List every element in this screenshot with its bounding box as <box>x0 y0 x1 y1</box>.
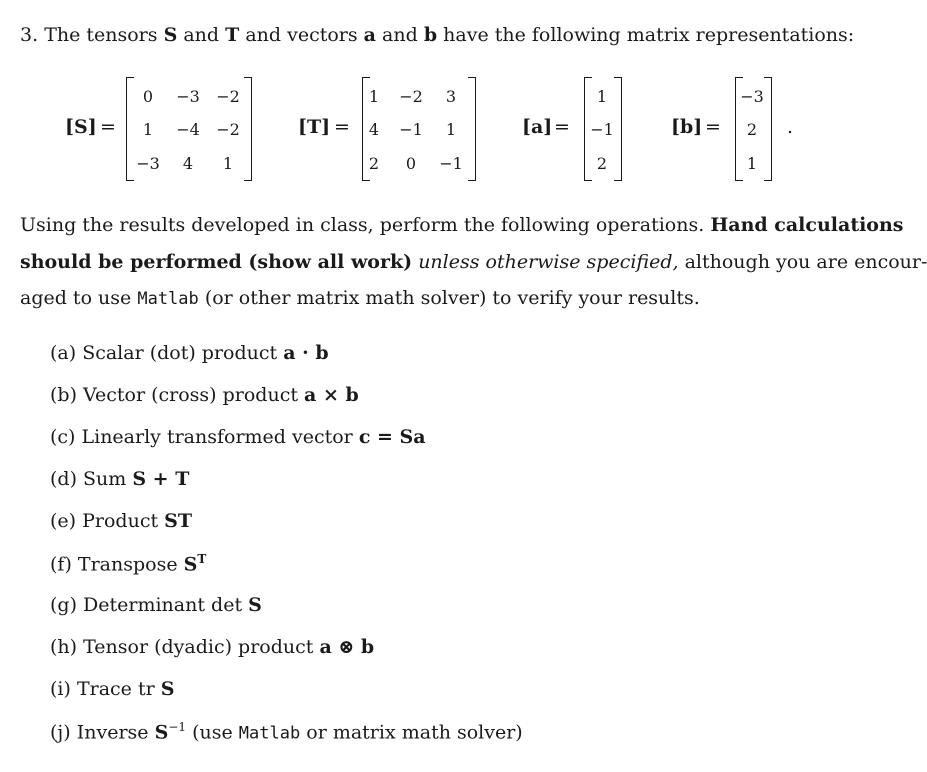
equals-sign: = <box>705 116 721 138</box>
item-label: (i) Trace tr <box>50 678 155 700</box>
matrix-cell: −4 <box>176 120 200 139</box>
item-label: (e) Product <box>50 510 159 532</box>
item-math: S <box>248 594 262 616</box>
matrix-cell: 1 <box>142 120 154 139</box>
item-label: (a) Scalar (dot) product <box>50 342 278 364</box>
matrix-cell: 1 <box>222 154 234 173</box>
matlab-code-text: Matlab <box>137 289 199 309</box>
matlab-code-text: Matlab <box>238 723 301 744</box>
end-period: . <box>787 116 794 138</box>
vector-b-symbol: b <box>423 24 438 46</box>
vector-cell: 1 <box>746 154 758 173</box>
item-note: (use <box>192 721 233 744</box>
instruction-line-2 <box>20 251 927 273</box>
right-bracket <box>244 77 252 181</box>
matrix-cell: 0 <box>405 154 417 173</box>
instruction-italic: unless otherwise specified, <box>418 251 679 273</box>
vector-cell: 2 <box>596 154 608 173</box>
right-bracket <box>468 77 476 181</box>
matrix-cell: 1 <box>445 120 457 139</box>
item-b <box>50 384 359 406</box>
vector-b-label: [b] <box>671 116 703 138</box>
vector-a-label: [a] <box>522 116 553 138</box>
instruction-text: aged to use <box>20 287 132 309</box>
item-g <box>50 594 262 616</box>
item-c <box>50 426 426 448</box>
item-i <box>50 678 174 700</box>
item-label: (f) Transpose <box>50 553 178 576</box>
equals-sign: = <box>100 116 116 138</box>
vector-cell: −3 <box>740 87 764 106</box>
intro-mid-text: and vectors <box>245 24 358 46</box>
item-d <box>50 468 189 490</box>
item-h <box>50 636 374 658</box>
item-math: a ⊗ b <box>319 636 375 658</box>
item-note: or matrix math solver) <box>306 721 523 744</box>
item-math: S <box>183 553 198 576</box>
item-f <box>50 552 206 575</box>
instruction-text: although you are encour- <box>684 251 927 273</box>
matrix-cell: 3 <box>445 87 457 106</box>
matrix-cell: 1 <box>368 87 380 106</box>
tensor-t-symbol: T <box>225 24 240 46</box>
problem-statement <box>20 24 854 46</box>
vector-a-symbol: a <box>363 24 376 46</box>
item-math: S + T <box>132 468 190 490</box>
superscript: T <box>197 552 207 566</box>
superscript: −1 <box>168 720 187 734</box>
item-math: a × b <box>304 384 359 406</box>
problem-number: 3. <box>20 24 39 46</box>
matrix-cell: −1 <box>399 120 423 139</box>
vector-cell: 2 <box>746 120 758 139</box>
intro-text: The tensors <box>44 24 158 46</box>
instruction-bold: should be performed (show all work) <box>20 251 413 273</box>
matrix-cell: −2 <box>399 87 423 106</box>
instruction-line-1 <box>20 214 904 236</box>
instruction-text: (or other matrix math solver) to verify your results. <box>204 287 700 309</box>
matrix-s-label: [S] <box>65 116 97 138</box>
item-label: (j) Inverse <box>50 721 149 744</box>
matrix-cell: 0 <box>142 87 154 106</box>
item-math: ST <box>164 510 193 532</box>
tensor-s-symbol: S <box>163 24 178 46</box>
intro-post-text: have the following matrix representations: <box>443 24 855 46</box>
instruction-bold: Hand calculations <box>710 214 904 236</box>
item-math: c = Sa <box>358 426 426 448</box>
item-math: a · b <box>283 342 329 364</box>
item-j <box>50 720 523 743</box>
matrix-t-label: [T] <box>298 116 331 138</box>
matrix-cell: −3 <box>176 87 200 106</box>
item-label: (g) Determinant det <box>50 594 243 616</box>
instruction-text: Using the results developed in class, perform the following operations. <box>20 214 705 236</box>
matrix-cell: 2 <box>368 154 380 173</box>
item-math: S <box>154 721 169 744</box>
vector-cell: −1 <box>590 120 614 139</box>
and-text: and <box>382 24 418 46</box>
equals-sign: = <box>554 116 570 138</box>
item-label: (b) Vector (cross) product <box>50 384 298 406</box>
vector-cell: 1 <box>596 87 608 106</box>
item-e <box>50 510 192 532</box>
matrix-cell: 4 <box>368 120 380 139</box>
item-label: (c) Linearly transformed vector <box>50 426 353 448</box>
matrix-cell: −2 <box>216 87 240 106</box>
item-label: (h) Tensor (dyadic) product <box>50 636 314 658</box>
item-label: (d) Sum <box>50 468 127 490</box>
matrix-cell: 4 <box>182 154 194 173</box>
equals-sign: = <box>334 116 350 138</box>
and-text: and <box>183 24 220 46</box>
item-math: S <box>160 678 175 700</box>
matrix-cell: −2 <box>216 120 240 139</box>
instruction-line-3 <box>20 287 700 309</box>
item-a <box>50 342 329 364</box>
matrix-cell: −3 <box>136 154 160 173</box>
matrix-cell: −1 <box>439 154 463 173</box>
